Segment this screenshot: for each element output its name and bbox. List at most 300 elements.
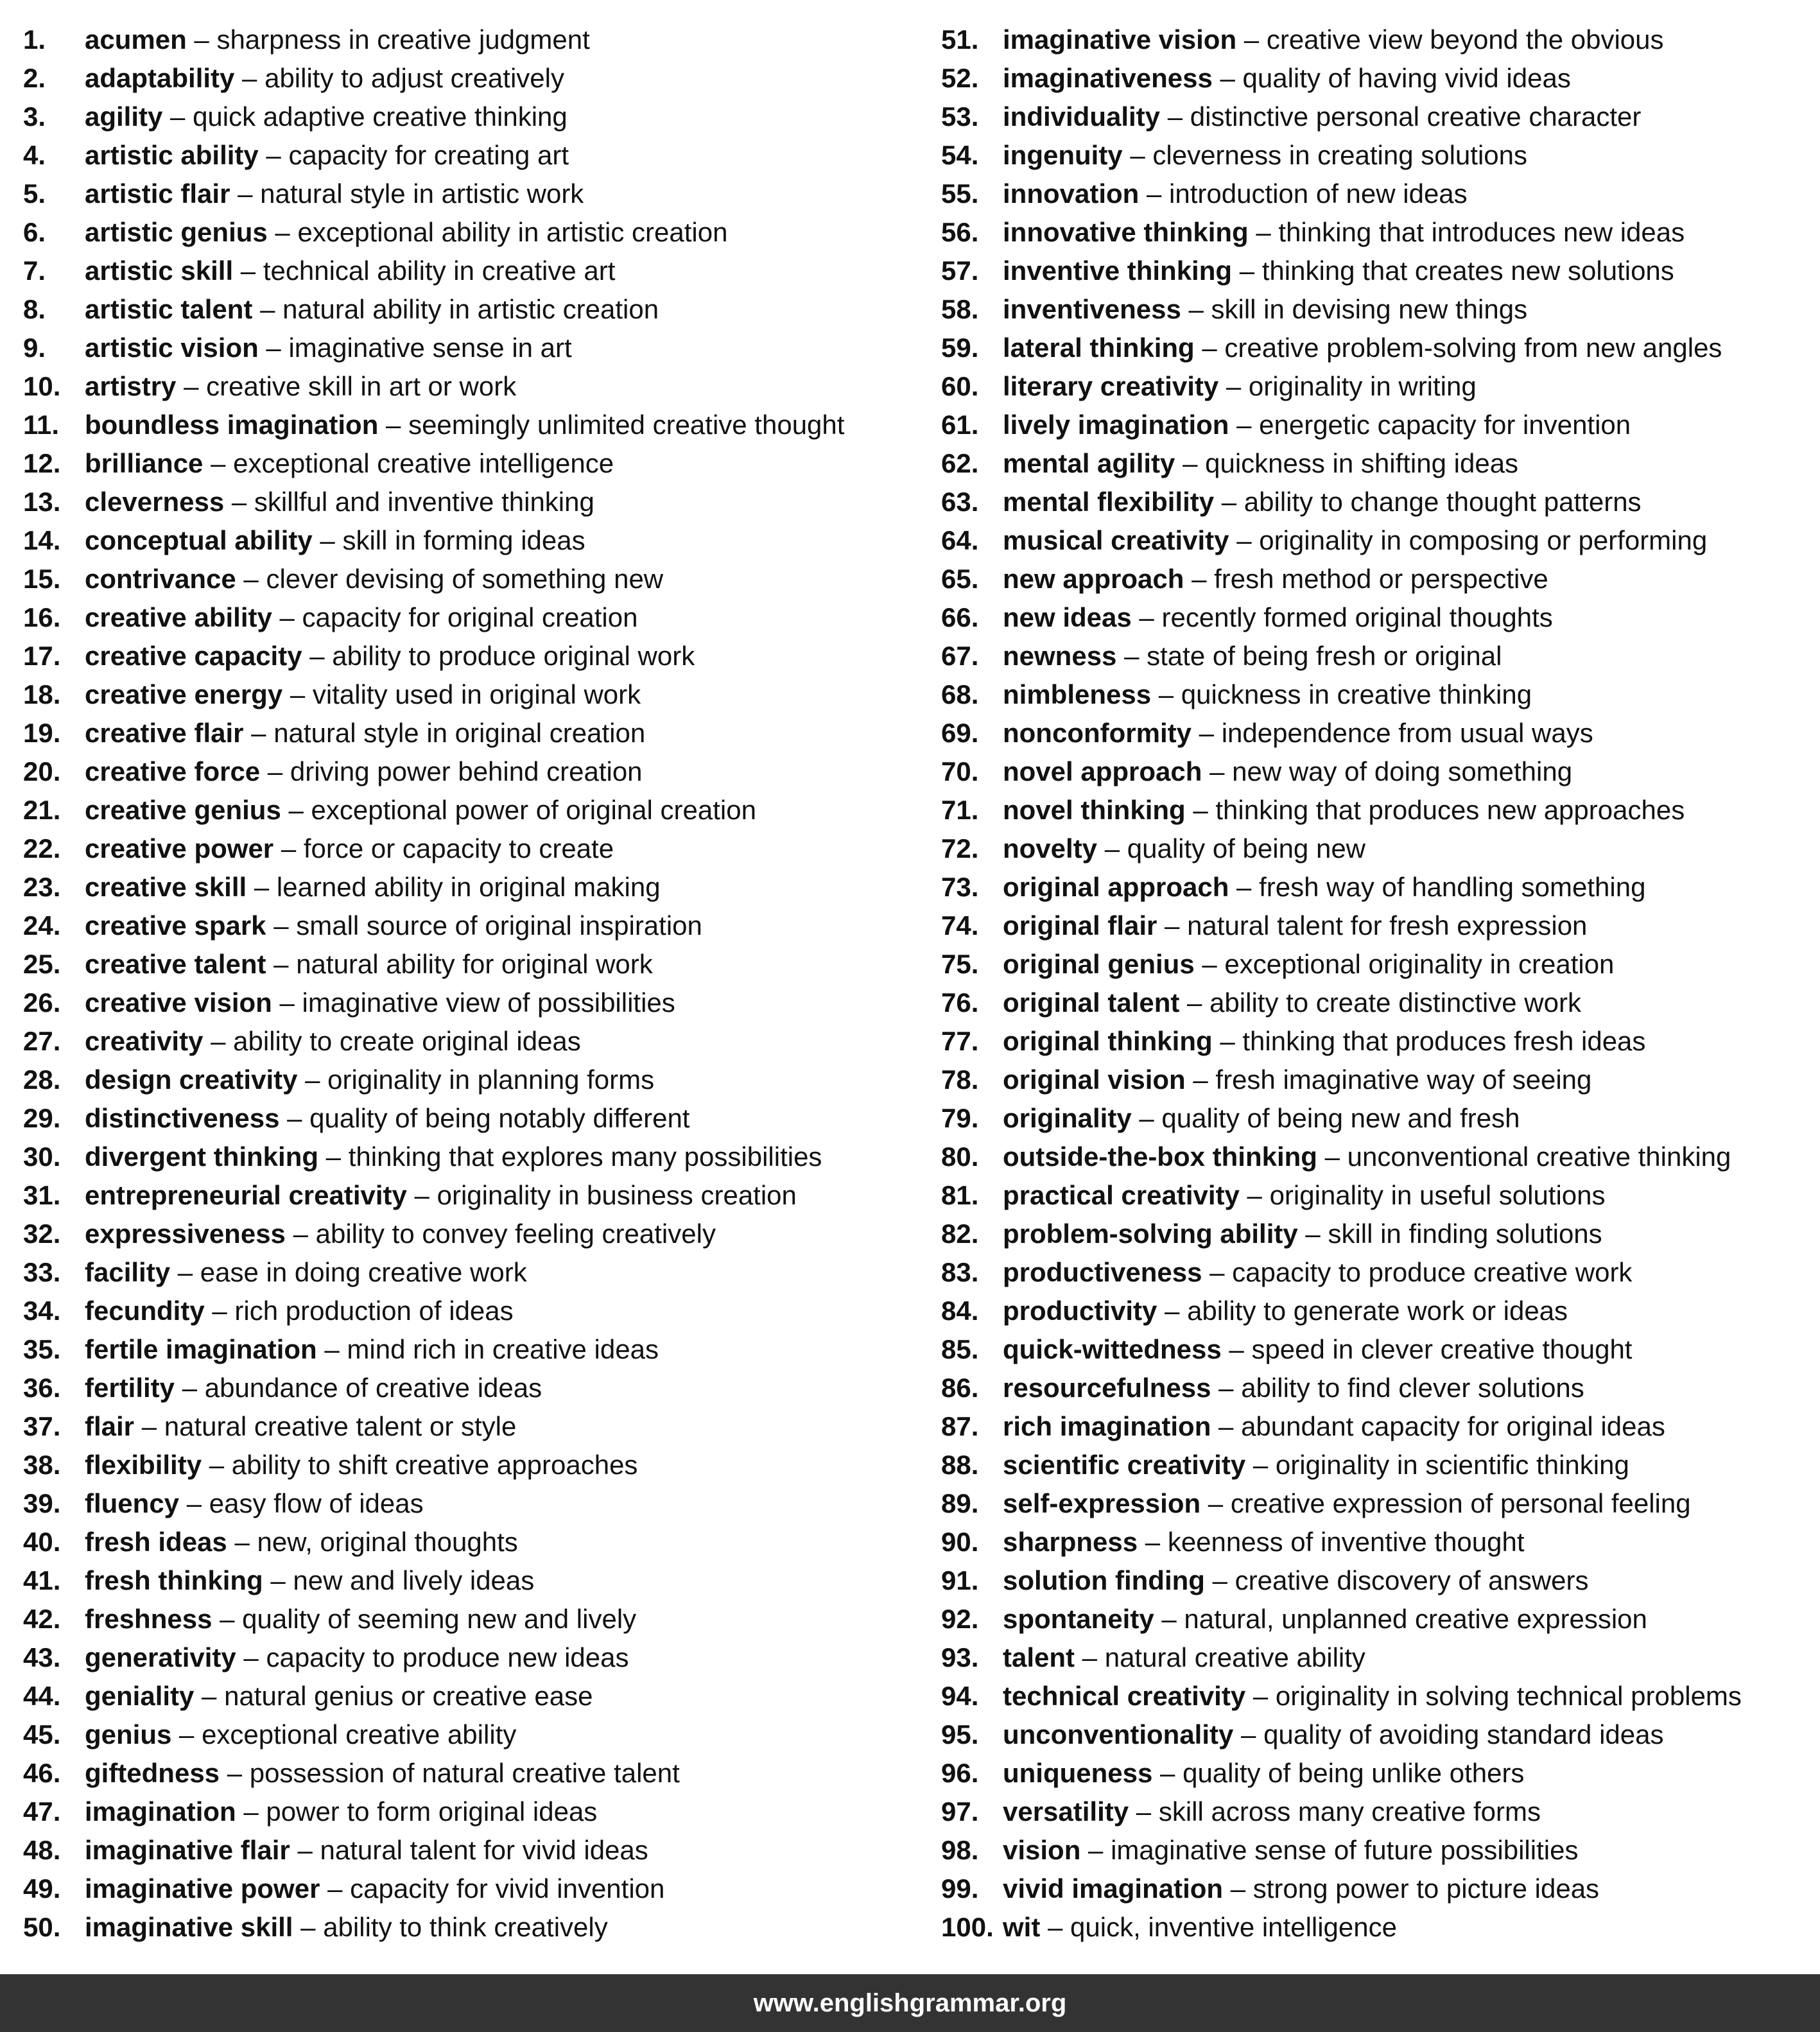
item-term: wit	[1003, 1912, 1041, 1942]
item-term: artistry	[85, 371, 177, 401]
item-definition: skill in finding solutions	[1328, 1219, 1602, 1249]
item-definition: keenness of inventive thought	[1167, 1527, 1525, 1557]
item-definition: speed in clever creative thought	[1251, 1334, 1633, 1364]
item-term: inventiveness	[1003, 294, 1181, 324]
item-number: 13.	[23, 487, 61, 517]
item-definition: abundant capacity for original ideas	[1241, 1411, 1665, 1441]
list-item	[941, 252, 1801, 290]
item-term: outside-the-box thinking	[1003, 1142, 1317, 1172]
item-term: novelty	[1003, 833, 1098, 864]
item-definition: imaginative view of possibilities	[302, 987, 675, 1018]
item-number: 86.	[941, 1373, 979, 1403]
item-definition: creative discovery of answers	[1235, 1565, 1589, 1595]
item-term: artistic ability	[85, 140, 259, 170]
item-term: self-expression	[1003, 1488, 1201, 1518]
list-item	[941, 483, 1801, 521]
item-separator: –	[202, 1450, 232, 1480]
list-item	[23, 1176, 922, 1215]
item-number: 25.	[23, 949, 61, 979]
item-definition: exceptional originality in creation	[1224, 949, 1615, 979]
item-number: 95.	[941, 1719, 979, 1750]
list-item	[23, 444, 922, 483]
item-separator: –	[1212, 1026, 1243, 1056]
item-number: 85.	[941, 1334, 979, 1364]
item-term: productivity	[1003, 1296, 1157, 1326]
item-number: 56.	[941, 217, 979, 247]
item-term: agility	[85, 101, 163, 132]
item-separator: –	[1204, 1565, 1235, 1595]
list-item	[23, 252, 922, 290]
list-item	[23, 290, 922, 329]
item-number: 97.	[941, 1796, 979, 1827]
list-item	[23, 1484, 922, 1523]
list-item	[941, 1369, 1801, 1407]
list-item	[941, 444, 1801, 483]
item-term: productiveness	[1003, 1257, 1202, 1287]
list-item	[23, 945, 922, 984]
item-separator: –	[171, 1719, 202, 1750]
item-separator: –	[1154, 1604, 1184, 1634]
item-number: 14.	[23, 525, 61, 555]
item-separator: –	[1248, 217, 1279, 247]
item-definition: quality of being notably different	[309, 1103, 690, 1133]
item-number: 22.	[23, 833, 61, 864]
item-number: 37.	[23, 1411, 61, 1441]
item-term: artistic genius	[85, 217, 268, 247]
item-definition: originality in composing or performing	[1259, 525, 1708, 555]
item-number: 88.	[941, 1450, 979, 1480]
item-definition: new, original thoughts	[257, 1527, 518, 1557]
item-separator: –	[1194, 333, 1225, 363]
item-number: 8.	[23, 294, 46, 324]
item-term: uniqueness	[1003, 1758, 1153, 1788]
item-number: 16.	[23, 602, 61, 632]
item-separator: –	[266, 949, 297, 979]
list-item	[23, 984, 922, 1022]
item-separator: –	[1116, 641, 1147, 671]
item-number: 92.	[941, 1604, 979, 1634]
item-number: 76.	[941, 987, 979, 1018]
item-definition: skill across many creative forms	[1158, 1796, 1541, 1827]
item-separator: –	[1214, 487, 1244, 517]
item-separator: –	[233, 256, 263, 286]
item-number: 18.	[23, 679, 61, 709]
list-item	[941, 175, 1801, 213]
item-number: 62.	[941, 448, 979, 478]
list-item	[941, 1446, 1801, 1484]
item-number: 28.	[23, 1064, 61, 1095]
item-term: mental agility	[1003, 448, 1175, 478]
item-definition: natural talent for vivid ideas	[320, 1835, 648, 1865]
item-definition: natural genius or creative ease	[224, 1681, 593, 1711]
item-number: 71.	[941, 795, 979, 825]
item-number: 80.	[941, 1142, 979, 1172]
item-number: 42.	[23, 1604, 61, 1634]
list-item	[23, 59, 922, 98]
item-definition: thinking that explores many possibilities	[348, 1142, 822, 1172]
item-separator: –	[1317, 1142, 1348, 1172]
item-definition: ability to create original ideas	[233, 1026, 581, 1056]
item-separator: –	[203, 1026, 234, 1056]
item-term: freshness	[85, 1604, 212, 1634]
list-item	[941, 714, 1801, 752]
item-number: 4.	[23, 140, 46, 170]
item-term: creative skill	[85, 872, 247, 902]
list-item	[941, 1715, 1801, 1754]
item-number: 53.	[941, 101, 979, 132]
item-number: 100.	[941, 1912, 994, 1942]
list-item	[23, 1600, 922, 1638]
list-item	[23, 213, 922, 252]
item-number: 51.	[941, 24, 979, 55]
item-definition: quality of avoiding standard ideas	[1263, 1719, 1664, 1750]
item-definition: possession of natural creative talent	[249, 1758, 680, 1788]
item-term: flexibility	[85, 1450, 202, 1480]
item-definition: exceptional creative intelligence	[233, 448, 614, 478]
item-term: artistic talent	[85, 294, 253, 324]
list-item	[23, 1215, 922, 1253]
item-separator: –	[247, 872, 277, 902]
item-term: imaginative flair	[85, 1835, 290, 1865]
item-definition: distinctive personal creative character	[1190, 101, 1642, 132]
item-number: 36.	[23, 1373, 61, 1403]
item-number: 54.	[941, 140, 979, 170]
item-term: solution finding	[1003, 1565, 1205, 1595]
list-item	[23, 560, 922, 598]
item-term: imagination	[85, 1796, 236, 1827]
list-item	[23, 1369, 922, 1407]
item-term: original genius	[1003, 949, 1195, 979]
item-term: artistic skill	[85, 256, 234, 286]
item-definition: ability to think creatively	[323, 1912, 608, 1942]
item-separator: –	[378, 410, 409, 440]
item-definition: originality in useful solutions	[1269, 1180, 1606, 1210]
item-term: novel thinking	[1003, 795, 1186, 825]
list-item	[941, 406, 1801, 444]
item-separator: –	[1229, 872, 1260, 902]
item-term: cleverness	[85, 487, 225, 517]
item-separator: –	[1245, 1681, 1276, 1711]
item-definition: quick, inventive intelligence	[1070, 1912, 1397, 1942]
item-separator: –	[279, 1103, 310, 1133]
item-separator: –	[204, 1296, 235, 1326]
item-number: 84.	[941, 1296, 979, 1326]
item-separator: –	[297, 1064, 328, 1095]
item-number: 17.	[23, 641, 61, 671]
item-definition: creative expression of personal feeling	[1230, 1488, 1691, 1518]
item-number: 44.	[23, 1681, 61, 1711]
list-item	[941, 945, 1801, 984]
item-separator: –	[1211, 1411, 1242, 1441]
item-definition: natural style in original creation	[273, 718, 646, 748]
item-separator: –	[194, 1681, 225, 1711]
list-item	[23, 1870, 922, 1908]
item-separator: –	[1211, 1373, 1242, 1403]
list-item	[941, 1022, 1801, 1061]
item-definition: capacity to produce new ideas	[266, 1642, 629, 1672]
item-definition: imaginative sense of future possibilities	[1111, 1835, 1579, 1865]
item-term: creative capacity	[85, 641, 302, 671]
item-term: acumen	[85, 24, 187, 55]
item-term: individuality	[1003, 101, 1161, 132]
item-separator: –	[406, 1180, 437, 1210]
item-separator: –	[236, 564, 266, 594]
item-definition: capacity for creating art	[288, 140, 569, 170]
item-number: 89.	[941, 1488, 979, 1518]
item-separator: –	[1040, 1912, 1071, 1942]
item-number: 5.	[23, 178, 46, 209]
item-number: 67.	[941, 641, 979, 671]
item-definition: creative skill in art or work	[206, 371, 517, 401]
item-separator: –	[1245, 1450, 1276, 1480]
item-term: new ideas	[1003, 602, 1132, 632]
item-definition: skill in forming ideas	[342, 525, 585, 555]
list-item	[941, 675, 1801, 714]
item-term: inventive thinking	[1003, 256, 1233, 286]
item-definition: independence from usual ways	[1221, 718, 1593, 748]
item-definition: quality of being new and fresh	[1161, 1103, 1520, 1133]
item-number: 34.	[23, 1296, 61, 1326]
item-separator: –	[263, 1565, 293, 1595]
list-item	[941, 1870, 1801, 1908]
item-separator: –	[1080, 1835, 1111, 1865]
item-number: 79.	[941, 1103, 979, 1133]
item-number: 55.	[941, 178, 979, 209]
list-item	[23, 1407, 922, 1446]
item-number: 81.	[941, 1180, 979, 1210]
item-term: generativity	[85, 1642, 236, 1672]
item-definition: quickness in shifting ideas	[1205, 448, 1519, 478]
list-item	[23, 598, 922, 637]
list-item	[941, 598, 1801, 637]
footer-website[interactable]: www.englishgrammar.org	[753, 1988, 1067, 2017]
item-separator: –	[1221, 1334, 1252, 1364]
item-separator: –	[1131, 1103, 1162, 1133]
right-column	[941, 21, 1801, 1947]
item-number: 99.	[941, 1873, 979, 1904]
item-separator: –	[285, 1219, 316, 1249]
item-number: 27.	[23, 1026, 61, 1056]
item-separator: –	[1157, 910, 1188, 941]
list-item	[941, 907, 1801, 945]
item-term: fresh ideas	[85, 1527, 227, 1557]
item-number: 70.	[941, 756, 979, 786]
item-definition: abundance of creative ideas	[204, 1373, 542, 1403]
left-column	[23, 21, 922, 1947]
item-definition: state of being fresh or original	[1147, 641, 1502, 671]
item-number: 26.	[23, 987, 61, 1018]
item-separator: –	[1160, 101, 1190, 132]
item-term: brilliance	[85, 448, 204, 478]
item-term: expressiveness	[85, 1219, 286, 1249]
item-separator: –	[272, 987, 302, 1018]
item-number: 68.	[941, 679, 979, 709]
item-number: 45.	[23, 1719, 61, 1750]
item-term: original vision	[1003, 1064, 1186, 1095]
item-separator: –	[281, 795, 311, 825]
item-separator: –	[1131, 602, 1162, 632]
item-separator: –	[258, 140, 289, 170]
list-item	[941, 1523, 1801, 1561]
item-separator: –	[1157, 1296, 1188, 1326]
item-number: 60.	[941, 371, 979, 401]
item-term: original approach	[1003, 872, 1229, 902]
item-definition: ability to adjust creatively	[264, 63, 564, 93]
item-number: 61.	[941, 410, 979, 440]
item-number: 21.	[23, 795, 61, 825]
list-item	[23, 1561, 922, 1600]
item-definition: rich production of ideas	[234, 1296, 514, 1326]
list-item	[941, 98, 1801, 136]
item-separator: –	[179, 1488, 209, 1518]
item-definition: fresh imaginative way of seeing	[1215, 1064, 1592, 1095]
item-term: design creativity	[85, 1064, 298, 1095]
list-item	[23, 1793, 922, 1831]
item-separator: –	[175, 1373, 205, 1403]
item-definition: skillful and inventive thinking	[254, 487, 594, 517]
item-term: geniality	[85, 1681, 195, 1711]
list-item	[23, 329, 922, 367]
item-number: 69.	[941, 718, 979, 748]
item-definition: ability to change thought patterns	[1244, 487, 1642, 517]
item-separator: –	[320, 1873, 351, 1904]
item-definition: fresh way of handling something	[1259, 872, 1646, 902]
item-number: 57.	[941, 256, 979, 286]
item-definition: ability to find clever solutions	[1241, 1373, 1584, 1403]
item-term: scientific creativity	[1003, 1450, 1246, 1480]
item-term: boundless imagination	[85, 410, 379, 440]
list-item	[23, 791, 922, 829]
item-definition: power to form original ideas	[266, 1796, 598, 1827]
list-item	[23, 1330, 922, 1369]
item-separator: –	[1232, 256, 1262, 286]
list-item	[23, 868, 922, 907]
item-term: sharpness	[1003, 1527, 1138, 1557]
item-separator: –	[1212, 63, 1243, 93]
list-item	[23, 1022, 922, 1061]
item-term: creative ability	[85, 602, 272, 632]
item-term: novel approach	[1003, 756, 1202, 786]
item-number: 94.	[941, 1681, 979, 1711]
item-definition: force or capacity to create	[303, 833, 614, 864]
item-number: 19.	[23, 718, 61, 748]
list-item	[941, 1138, 1801, 1176]
item-separator: –	[258, 333, 289, 363]
item-number: 48.	[23, 1835, 61, 1865]
item-separator: –	[293, 1912, 324, 1942]
item-term: musical creativity	[1003, 525, 1229, 555]
item-term: resourcefulness	[1003, 1373, 1211, 1403]
item-number: 83.	[941, 1257, 979, 1287]
list-item	[941, 1407, 1801, 1446]
item-number: 59.	[941, 333, 979, 363]
item-separator: –	[312, 525, 343, 555]
item-number: 23.	[23, 872, 61, 902]
item-number: 10.	[23, 371, 61, 401]
item-separator: –	[1191, 718, 1222, 748]
item-term: nonconformity	[1003, 718, 1192, 748]
item-definition: thinking that introduces new ideas	[1278, 217, 1685, 247]
item-separator: –	[1179, 987, 1210, 1018]
item-separator: –	[1233, 1719, 1264, 1750]
item-number: 82.	[941, 1219, 979, 1249]
item-definition: new way of doing something	[1232, 756, 1573, 786]
item-number: 73.	[941, 872, 979, 902]
item-separator: –	[1229, 525, 1260, 555]
item-definition: thinking that produces fresh ideas	[1242, 1026, 1646, 1056]
item-definition: ability to shift creative approaches	[231, 1450, 638, 1480]
item-definition: quality of being unlike others	[1183, 1758, 1525, 1788]
item-definition: quality of seeming new and lively	[242, 1604, 637, 1634]
item-number: 93.	[941, 1642, 979, 1672]
list-item	[941, 1330, 1801, 1369]
item-term: facility	[85, 1257, 171, 1287]
item-definition: sharpness in creative judgment	[216, 24, 590, 55]
item-definition: originality in scientific thinking	[1275, 1450, 1629, 1480]
item-number: 9.	[23, 333, 46, 363]
item-definition: natural talent for fresh expression	[1187, 910, 1588, 941]
item-term: rich imagination	[1003, 1411, 1211, 1441]
item-definition: natural style in artistic work	[260, 178, 584, 209]
list-item	[23, 714, 922, 752]
list-item	[941, 1292, 1801, 1330]
item-term: creativity	[85, 1026, 204, 1056]
item-separator: –	[1181, 294, 1211, 324]
item-number: 33.	[23, 1257, 61, 1287]
list-item	[941, 752, 1801, 791]
item-term: ingenuity	[1003, 140, 1123, 170]
item-number: 32.	[23, 1219, 61, 1249]
item-term: imaginativeness	[1003, 63, 1213, 93]
item-definition: imaginative sense in art	[288, 333, 572, 363]
item-separator: –	[1175, 448, 1206, 478]
list-item	[23, 1831, 922, 1870]
list-item	[941, 1600, 1801, 1638]
item-term: original thinking	[1003, 1026, 1213, 1056]
item-definition: quickness in creative thinking	[1181, 679, 1532, 709]
item-term: artistic flair	[85, 178, 230, 209]
item-separator: –	[230, 178, 261, 209]
item-term: lateral thinking	[1003, 333, 1195, 363]
item-separator: –	[1152, 1758, 1183, 1788]
item-term: imaginative skill	[85, 1912, 293, 1942]
list-item	[23, 637, 922, 675]
list-item	[941, 59, 1801, 98]
item-separator: –	[282, 679, 313, 709]
list-item	[23, 675, 922, 714]
item-separator: –	[1202, 756, 1233, 786]
item-term: lively imagination	[1003, 410, 1229, 440]
item-separator: –	[316, 1334, 347, 1364]
item-separator: –	[1229, 410, 1260, 440]
item-separator: –	[1184, 564, 1215, 594]
item-definition: natural, unplanned creative expression	[1184, 1604, 1647, 1634]
item-definition: technical ability in creative art	[263, 256, 616, 286]
item-term: contrivance	[85, 564, 236, 594]
item-separator: –	[1239, 1180, 1270, 1210]
item-number: 40.	[23, 1527, 61, 1557]
item-term: originality	[1003, 1103, 1132, 1133]
list-item	[23, 1908, 922, 1947]
item-term: creative vision	[85, 987, 272, 1018]
list-item	[23, 1138, 922, 1176]
item-separator: –	[203, 448, 234, 478]
item-term: giftedness	[85, 1758, 220, 1788]
item-separator: –	[252, 294, 283, 324]
item-term: creative energy	[85, 679, 283, 709]
list-item	[941, 791, 1801, 829]
item-definition: quick adaptive creative thinking	[193, 101, 568, 132]
